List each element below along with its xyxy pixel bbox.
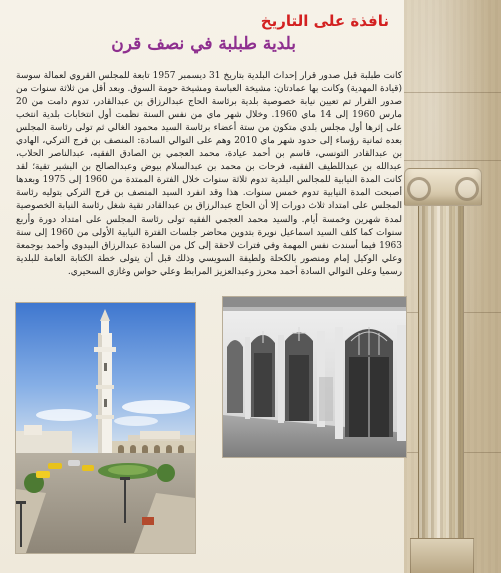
column-shaft [418, 198, 464, 573]
article-title: بلدية طبلبة في نصف قرن [111, 34, 296, 54]
article-body [16, 70, 402, 279]
volute-left [407, 177, 431, 201]
column-capital [404, 168, 482, 206]
stone-joint [404, 160, 501, 161]
article-paragraph: كانت طبلبة قبل صدور قرار إحداث البلدية بتاريخ 31 ديسمبر 1957 تابعة للمجلس القروي لعمالة سوسة (قيادة المهدية) وكانت بها عمادتان: مشيخة العباسة ومشيخة حومة السوق. وبعد أقل من ثلاثة سنوات من صدور القرار تم تعيين نيابة خصوصية بلدية برئاسة الحاج عبدالرزاق بن عبدالقادر، تدوم دامت من 20 مارس 1960 إلى 14 ماي 1960. وخلال شهر ماي من نفس السنة نظمت أول انتخابات بلدية انتخب على إثرها أول مجلس بلدي متكون من ستة أعضاء برئاسة السيد محمود الغالي ثم تولى رئاسة المجلس بعده ثمانية رؤساء إلى حدود شهر ماي 2010 وهم على التوالي السادة: المنصف بن فرج التركي، الهادي بن عبدالقادر التونسي، قاسم بن أحمد عيادة، محمد العجمي بن الصادق الفقيه، عبدالناصر الحلاب، عبدالله بن عبداللطيف الفقيه، فرحات بن محمد بن عبدالسلام بيوض وعبدالصالح بن البشير تقية؛ لقد كانت المدة النيابية للمجالس البلدية تدوم ثلاثة سنوات خلال الفترة الممتدة من 1960 إلى 1975 وبعدها أصبحت المدة النيابية تدوم خمس سنوات. هذا وقد انفرد السيد المنصف بن فرج التركي بتوليه رئاسة المجلس على امتداد ثلاث دورات إلا أن الحاج عبدالرزاق بن عبدالقادر تقية شغل رئاسة النيابة الخصوصية لمدة شهرين وخمسة أيام. والسيد محمد العجمي الفقيه تولى رئاسة المجلس على امتداد دورة وأربع سنوات كما كلف السيد اسماعيل نويرة بتدوين محاضر جلسات الفترة النيابية الأولى من 1960 إلى سنة 1963 فيما أسندت نفس المهمة وفي فترات لاحقة إلى كل من السادة عبدالرزاق البيدوي وأحمد بوجمعة وعلي الوكيل إمام ومنصور بالكحلة ولطيفة السويسي وذلك قبل أن يتولى خطة الكتابة العامة للبلدية رسميا وعلى التوالي السادة أحمد محرز وعبدالعزيز المرابط وعلي حواس وغازي السحيري. [16, 71, 402, 277]
section-tag: نافذة على التاريخ [260, 12, 389, 30]
stone-joint [404, 92, 501, 93]
minaret-photo [15, 302, 196, 554]
volute-right [455, 177, 479, 201]
arcade-photo [222, 296, 407, 458]
column-base [410, 538, 474, 573]
